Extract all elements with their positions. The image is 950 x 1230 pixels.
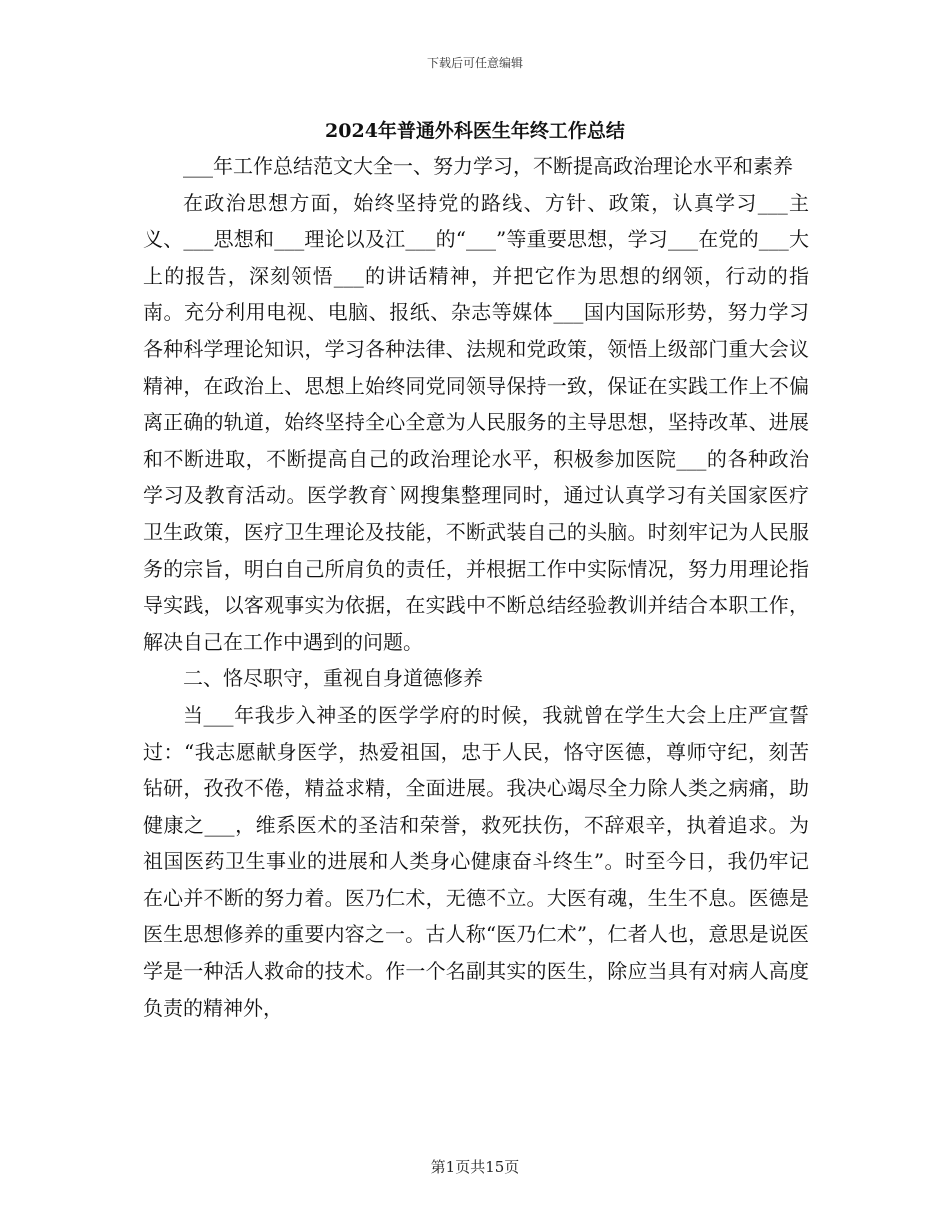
page-number: 第1页共15页 — [430, 1158, 520, 1176]
paragraph-2: 在政治思想方面，始终坚持党的路线、方针、政策，认真学习___主义、___思想和___理论以及江___的“___”等重要思想，学习___在党的___大上的报告，深刻领悟___的讲话精神，并把它作为思想的纲领，行动的指南。充分利用电视、电脑、报纸、杂志等媒体___国内国际形势，努力学习各种科学理论知识，学习各种法律、法规和党政策，领悟上级部门重大会议精神，在政治上、思想上始终同党同领导保持一致，保证在实践工作上不偏离正确的轨道，始终坚持全心全意为人民服务的主导思想，坚持改革、进展和不断进取，不断提高自己的政治理论水平，积极参加医院___的各种政治学习及教育活动。医学教育`网搜集整理同时，通过认真学习有关国家医疗卫生政策，医疗卫生理论及技能，不断武装自己的头脑。时刻牢记为人民服务的宗旨，明白自己所肩负的责任，并根据工作中实际情况，努力用理论指导实践，以客观事实为依据，在实践中不断总结经验教训并结合本职工作，解决自己在工作中遇到的问题。 — [143, 190, 809, 654]
paragraph-1: ___年工作总结范文大全一、努力学习，不断提高政治理论水平和素养 — [183, 154, 793, 178]
paragraph-3-heading: 二、恪尽职守，重视自身道德修养 — [183, 666, 483, 691]
document-title: 2024年普通外科医生年终工作总结 — [325, 120, 625, 142]
paragraph-4: 当___年我步入神圣的医学学府的时候，我就曾在学生大会上庄严宣誓过：“我志愿献身医学，热爱祖国，忠于人民，恪守医德，尊师守纪，刻苦钻研，孜孜不倦，精益求精，全面进展。我决心竭尽全力除人类之病痛，助健康之___，维系医术的圣洁和荣誉，救死扶伤，不辞艰辛，执着追求。为祖国医药卫生事业的进展和人类身心健康奋斗终生”。时至今日，我仍牢记在心并不断的努力着。医乃仁术，无德不立。大医有魂，生生不息。医德是医生思想修养的重要内容之一。古人称“医乃仁术”，仁者人也，意思是说医学是一种活人救命的技术。作一个名副其实的医生，除应当具有对病人高度负责的精神外， — [143, 702, 809, 1020]
header-note: 下载后可任意编辑 — [426, 56, 523, 70]
document-body — [143, 148, 809, 1026]
